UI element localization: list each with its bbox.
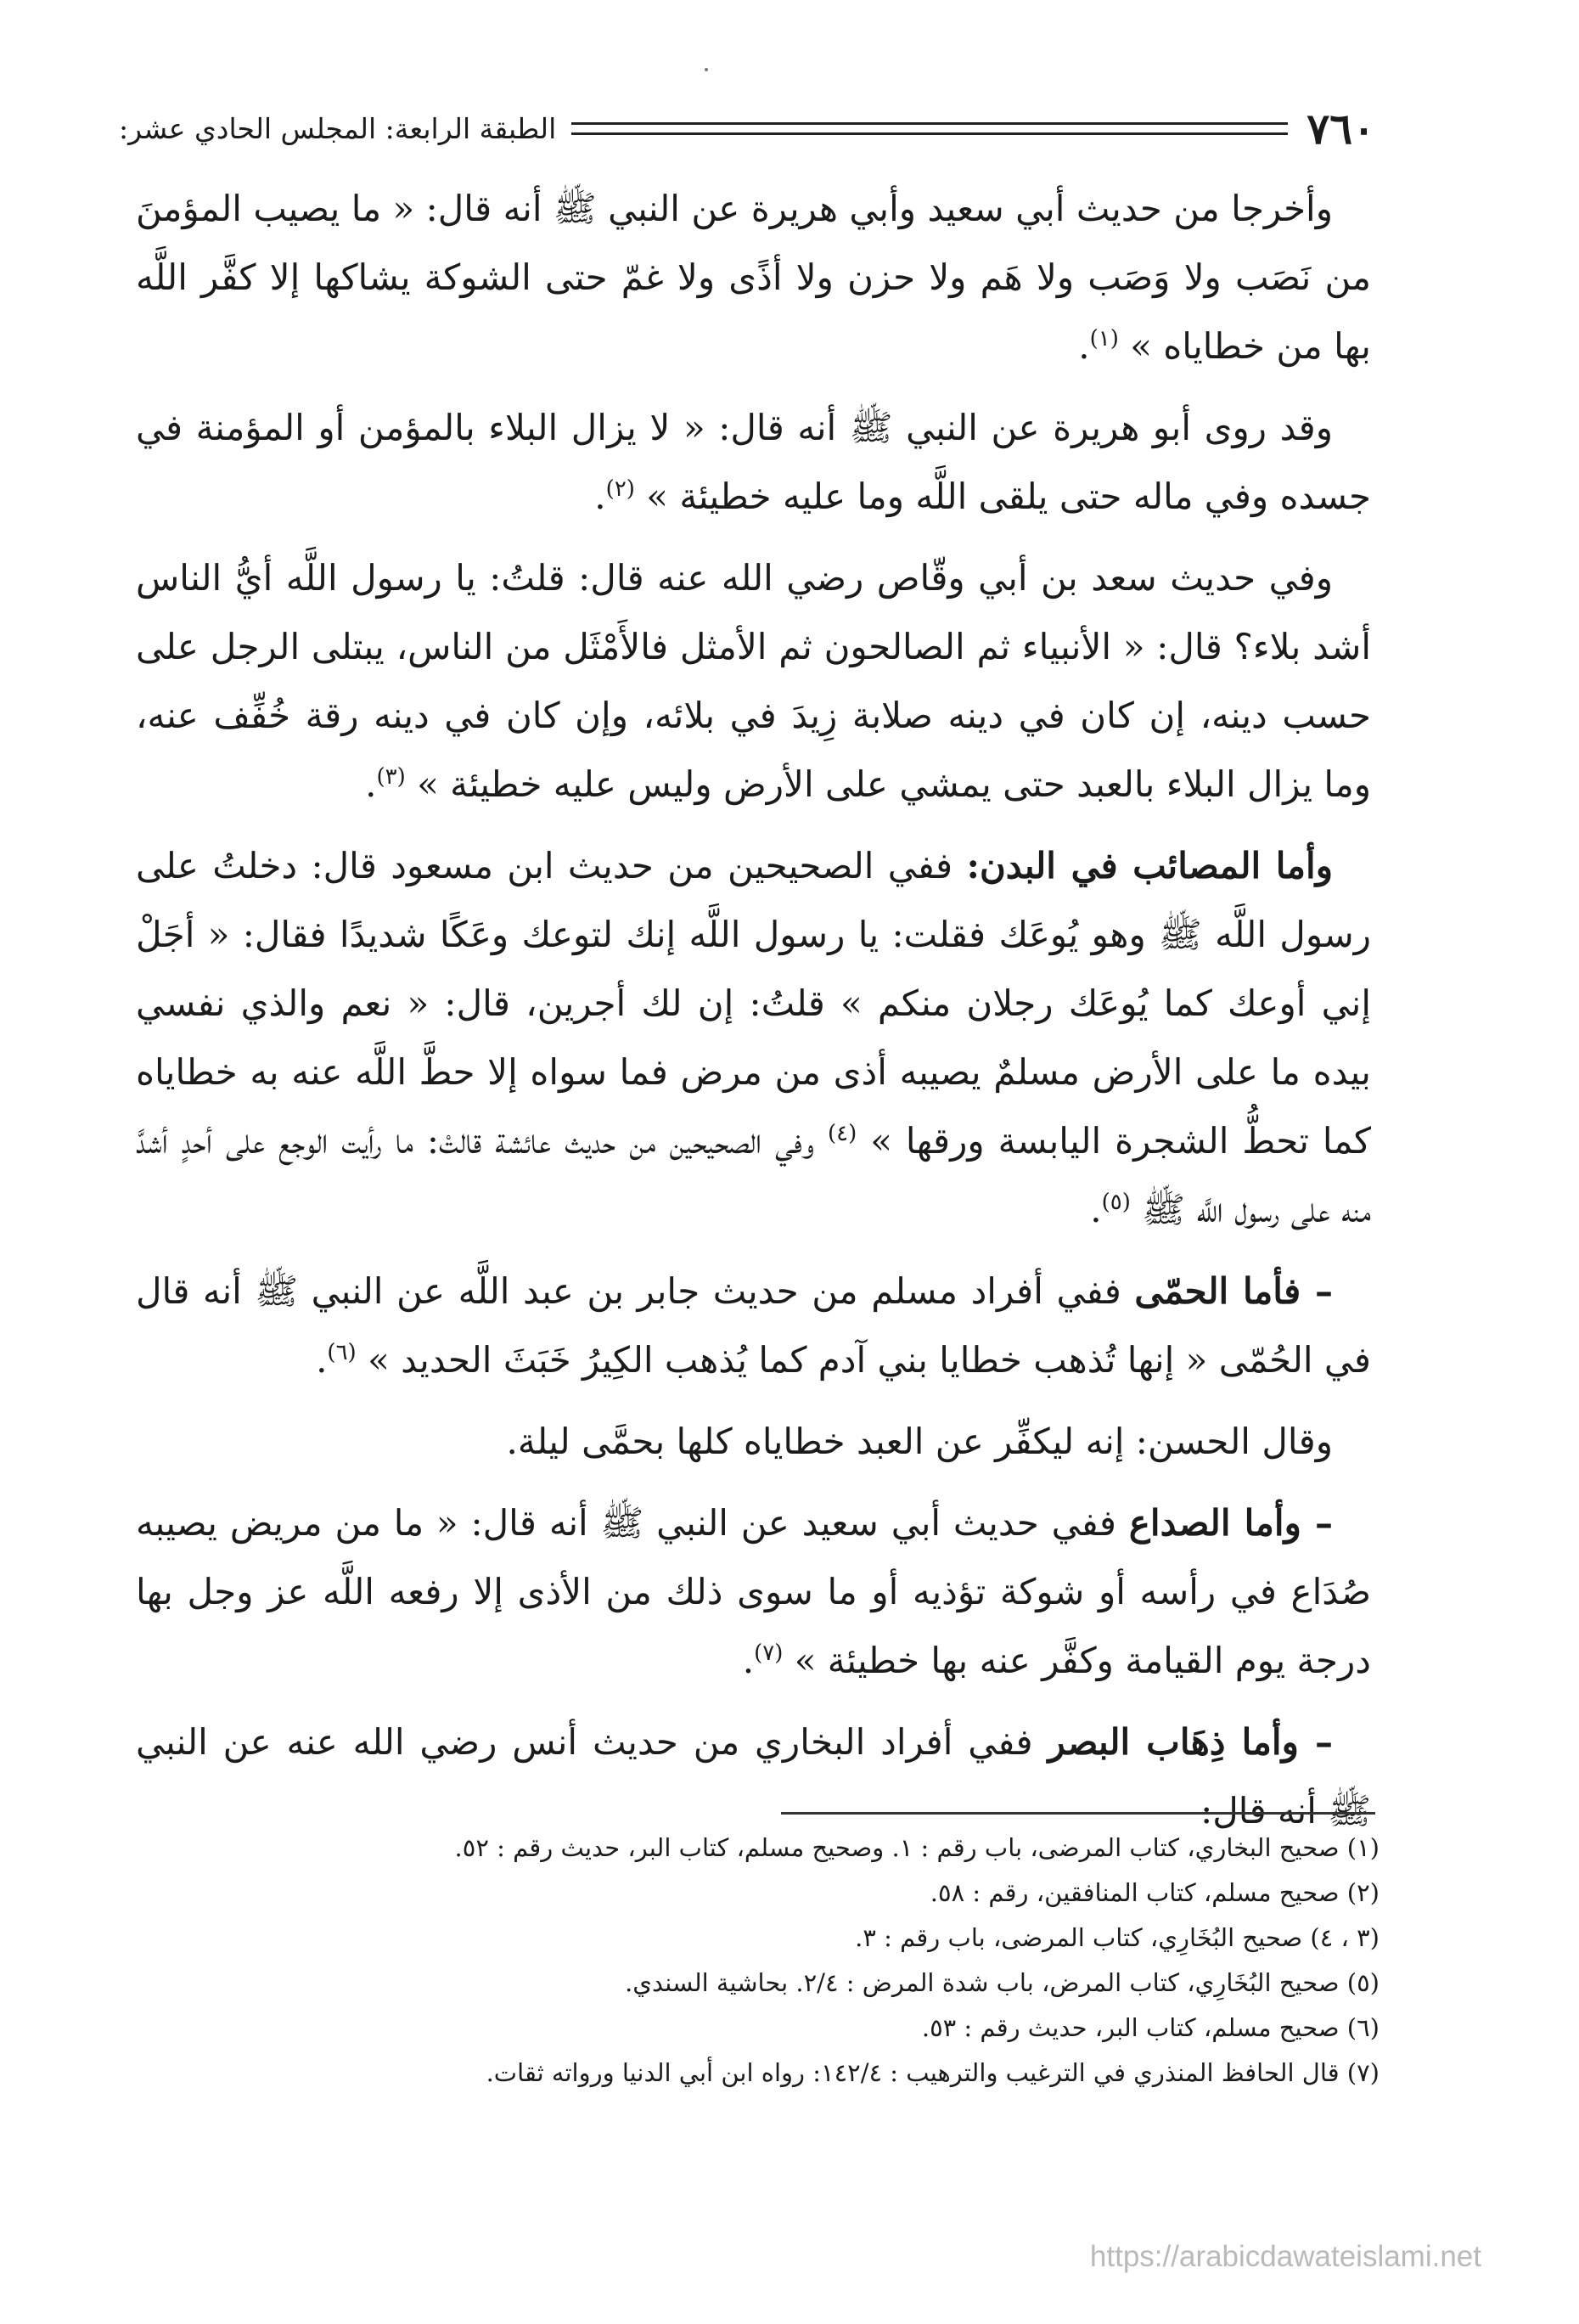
header-double-rule — [571, 122, 1288, 135]
footnote-ref: (١) — [1089, 326, 1119, 352]
footnote-ref: (٥) — [1101, 1190, 1131, 1215]
page-header — [119, 100, 1375, 156]
footnote-3-4: (٣ ، ٤) صحيح البُخَارِي، كتاب المرضى، باب رقم : ٣. — [855, 1923, 1380, 1952]
paragraph-4: وأما المصائب في البدن: ففي الصحيحين من حديث ابن مسعود قال: دخلتُ على رسول اللَّه ﷺ وهو يُوعَك فقلت: يا رسول اللَّه إنك لتوعك وعَكًا شديدًا فقال: « أجَلْ إني أوعك كما يُوعَك رجلان منكم » قلتُ: إن لك أجرين، قال: « نعم والذي نفسي بيده ما على الأرض مسلمٌ يصيبه أذى من مرض فما سواه إلا حطَّ اللَّه عنه به خطاياه كما تحطُّ الشجرة اليابسة ورقها » $^{(٤)}$ وفي الصحيحين من حديث عائشة قالتْ: ما رأيت الوجع على أحدٍ أشدَّ منه على رسول اللَّه ﷺ $^{(٥)}$. — [136, 845, 1372, 1230]
page-number: ٧٦٠ — [1306, 103, 1375, 154]
footnote-7: (٧) قال الحافظ المنذري في الترغيب والترهيب : ١٤٢/٤: رواه ابن أبي الدنيا ورواته ثقات. — [486, 2058, 1380, 2087]
section-heading: – وأما الصداع — [1128, 1502, 1333, 1544]
footnote-ref: (٦) — [327, 1340, 357, 1365]
paragraph-1: وأخرجا من حديث أبي سعيد وأبي هريرة عن النبي ﷺ أنه قال: « ما يصيب المؤمنَ من نَصَب ولا وَصَب ولا هَم ولا حزن ولا أذًى ولا غمّ حتى الشوكة يشاكها إلا كفَّر اللَّه بها من خطاياه » $^{(١)}$. — [136, 188, 1371, 367]
footnote-2: (٢) صحيح مسلم، كتاب المنافقين، رقم : ٥٨. — [930, 1878, 1380, 1907]
footnote-separator — [781, 1812, 1375, 1815]
paragraph-8: – وأما ذِهَاب البصر ففي أفراد البخاري من حديث أنس رضي الله عنه عن النبي ﷺ أنه قال: — [136, 1721, 1371, 1832]
footnote-ref: (٣) — [376, 764, 406, 790]
footnote-5: (٥) صحيح البُخَارِي، كتاب المرض، باب شدة المرض : ٢/٤. بحاشية السندي. — [625, 1968, 1380, 1997]
section-heading: وأما المصائب في البدن: — [966, 845, 1333, 886]
watermark-url: https://arabicdawateislami.net — [1089, 2240, 1481, 2273]
footnote-ref: (٤) — [827, 1121, 857, 1146]
footnote-1: (١) صحيح البخاري، كتاب المرضى، باب رقم : ١. وصحيح مسلم، كتاب البر، حديث رقم : ٥٢. — [454, 1833, 1380, 1862]
paragraph-6: وقال الحسن: إنه ليكفِّر عن العبد خطاياه كلها بحمَّى ليلة. — [506, 1421, 1333, 1462]
running-title: الطبقة الرابعة: المجلس الحادي عشر: — [119, 111, 557, 145]
main-text — [136, 174, 1371, 1845]
section-heading: – وأما ذِهَاب البصر — [1048, 1721, 1333, 1763]
footnote-6: (٦) صحيح مسلم، كتاب البر، حديث رقم : ٥٣. — [921, 2013, 1380, 2042]
paragraph-7: – وأما الصداع ففي حديث أبي سعيد عن النبي ﷺ أنه قال: « ما من مريض يصيبه صُدَاع في رأسه أو شوكة تؤذيه أو ما سوى ذلك من الأذى إلا رفعه اللَّه عز وجل بها درجة يوم القيامة وكفَّر عنه بها خطيئة » $^{(٧)}$. — [136, 1502, 1371, 1681]
scan-speck — [705, 68, 708, 71]
footnote-ref: (٧) — [754, 1640, 784, 1666]
paragraph-3: وفي حديث سعد بن أبي وقّاص رضي الله عنه قال: قلتُ: يا رسول اللَّه أيُّ الناس أشد بلاء؟ قال: « الأنبياء ثم الصالحون ثم الأمثل فالأَمْثَل من الناس، يبتلى الرجل على حسب دينه، إن كان في دينه صلابة زِيدَ في بلائه، وإن كان في دينه رقة خُفِّف عنه، وما يزال البلاء بالعبد حتى يمشي على الأرض وليس عليه خطيئة » $^{(٣)}$. — [136, 557, 1371, 805]
footnote-ref: (٢) — [605, 476, 635, 502]
paragraph-5: – فأما الحمّى ففي أفراد مسلم من حديث جابر بن عبد اللَّه عن النبي ﷺ أنه قال في الحُمّى « إنها تُذهب خطايا بني آدم كما يُذهب الكِيرُ خَبَثَ الحديد » $^{(٦)}$. — [136, 1270, 1371, 1381]
paragraph-2: وقد روى أبو هريرة عن النبي ﷺ أنه قال: « لا يزال البلاء بالمؤمن أو المؤمنة في جسده وفي ماله حتى يلقى اللَّه وما عليه خطيئة » $^{(٢)}$. — [136, 407, 1371, 517]
footnotes — [136, 1826, 1380, 2096]
section-heading: – فأما الحمّى — [1134, 1270, 1333, 1312]
